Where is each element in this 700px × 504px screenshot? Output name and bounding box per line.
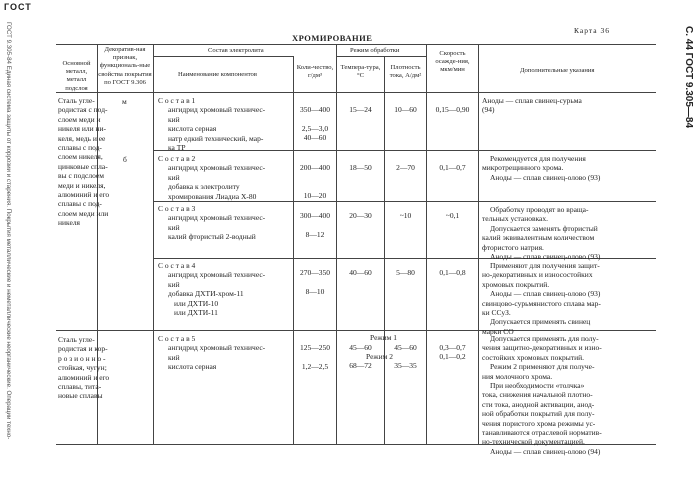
col-component-name: Наименование компонентов <box>178 71 257 78</box>
col-mode: Режим обработки <box>350 47 400 54</box>
notes-2: Рекомендуется для получения микротрещинного хрома. Аноды — сплав свинец-олово (93) <box>482 154 601 182</box>
temperature-4: 40—60 <box>349 268 372 277</box>
base-metal-group-1: Сталь угле- родистая с под- слоем меди и никеля или ни- келя, медь и ее сплавы с под- слоем никеля, цинковые спла- вы с подслоем меди и никеля, алюминий и его сплавы с под- слоем меди или никеля <box>58 96 110 228</box>
quantity-1: 350—400 2,5—3,0 40—60 <box>300 105 330 143</box>
col-base-metal: Основной металл, металл подслоя <box>62 60 91 92</box>
col-speed: Скорость осажде-ния, мкм/мин <box>435 50 470 74</box>
temperature-5a: 45—60 <box>349 343 372 352</box>
mode-1-label: Режим 1 <box>370 333 397 342</box>
notes-5: Допускается применять для полу- чения защитно-декоративных и изно- состойких хромовых покрытий. Режим 2 применяют для получе- ния молочного хрома. При необходимости «толчка» тока, снижения начальной плотно- сти тока, анодной активации, анод- ной обработки покрытий для полу- чения пористого хрома режимы ус- танавливаются отраслевой норматив- но-технической документацией. Аноды — сплав свинец-олово (94) <box>482 334 602 456</box>
quantity-2: 200—400 10—20 <box>300 163 330 201</box>
mode-2-label: Режим 2 <box>366 352 393 361</box>
composition-5: С о с т а в 5 ангидрид хромовый техничес- кий кислота серная <box>158 334 266 372</box>
col-electrolyte: Состав электролита <box>208 47 264 54</box>
density-4: 5—80 <box>396 268 415 277</box>
page-label: С. 44 ГОСТ 9.305—84 <box>683 26 694 129</box>
composition-2: С о с т а в 2 ангидрид хромовый техничес- кий добавка к электролиту хромирования Лиадиа Х-80 <box>158 154 266 201</box>
composition-3: С о с т а в 3 ангидрид хромовый техничес- кий калий фтористый 2-водный <box>158 204 266 242</box>
temperature-2: 18—50 <box>349 163 372 172</box>
decor-2: б <box>123 155 127 164</box>
density-1: 10—60 <box>394 105 417 114</box>
density-3: ~10 <box>399 211 412 220</box>
col-quantity: Коли-чество, г/дм³ <box>296 64 334 80</box>
col-notes: Дополнительные указания <box>520 67 595 74</box>
card-number: Карта 36 <box>574 26 610 35</box>
composition-1: С о с т а в 1 ангидрид хромовый техничес- кий кислота серная натр едкий технический, мар- ка ТР <box>158 96 266 153</box>
speed-3: ~0,1 <box>445 211 460 220</box>
col-decor-sign: Декоратив-ная признак, функциональ-ные свойства покрытия по ГОСТ 9.306 <box>98 46 152 86</box>
notes-1: Аноды — сплав свинец-сурьма (94) <box>482 96 582 115</box>
composition-4: С о с т а в 4 ангидрид хромовый техничес- кий добавка ДХТИ-хром-11 или ДХТИ-10 или ДХТИ-11 <box>158 261 266 318</box>
gost-mark: ГОСТ <box>4 2 32 12</box>
quantity-5: 125—250 1,2—2,5 <box>300 343 330 371</box>
temperature-3: 20—30 <box>349 211 372 220</box>
density-5b: 35—35 <box>394 361 417 370</box>
quantity-3: 300—400 8—12 <box>300 211 330 239</box>
speed-5: 0,3—0,7 0,1—0,2 <box>439 343 466 362</box>
notes-4: Применяют для получения защит- но-декоративных и износостойких хромовых покрытий. Аноды — сплав свинец-олово (93) свинцово-сурьмянистого сплава мар- ки ССуЗ. Допускается применять свинец марки СО <box>482 261 601 336</box>
col-temperature: Темпера-тура, °С <box>340 64 381 80</box>
density-5a: 45—60 <box>394 343 417 352</box>
quantity-4: 270—350 8—10 <box>300 268 330 296</box>
decor-1: м <box>122 97 127 106</box>
speed-4: 0,1—0,8 <box>439 268 466 277</box>
col-density: Плотность тока, А/дм² <box>389 64 422 80</box>
speed-2: 0,1—0,7 <box>439 163 466 172</box>
density-2: 2—70 <box>396 163 415 172</box>
left-margin-running-text: ГОСТ 9.305-84 Единая система защиты от коррозии и старения. Покрытия металлические и неметаллические неорганические. Операции техно- <box>5 22 12 440</box>
temperature-5b: 68—72 <box>349 361 372 370</box>
page-title: ХРОМИРОВАНИЕ <box>292 33 373 43</box>
base-metal-group-2: Сталь угле- родистая и кор- р о з и о н н о - стойкая, чугун; алюминий и его сплавы, тита- новые сплавы <box>58 335 110 401</box>
notes-3: Обработку проводят во враща- тельных установках. Допускается заменять фтористый калий эквивалентным количеством фтористого натрия. Аноды — сплав свинец-олово (93) <box>482 205 601 262</box>
speed-1: 0,15—0,90 <box>435 105 470 114</box>
temperature-1: 15—24 <box>349 105 372 114</box>
